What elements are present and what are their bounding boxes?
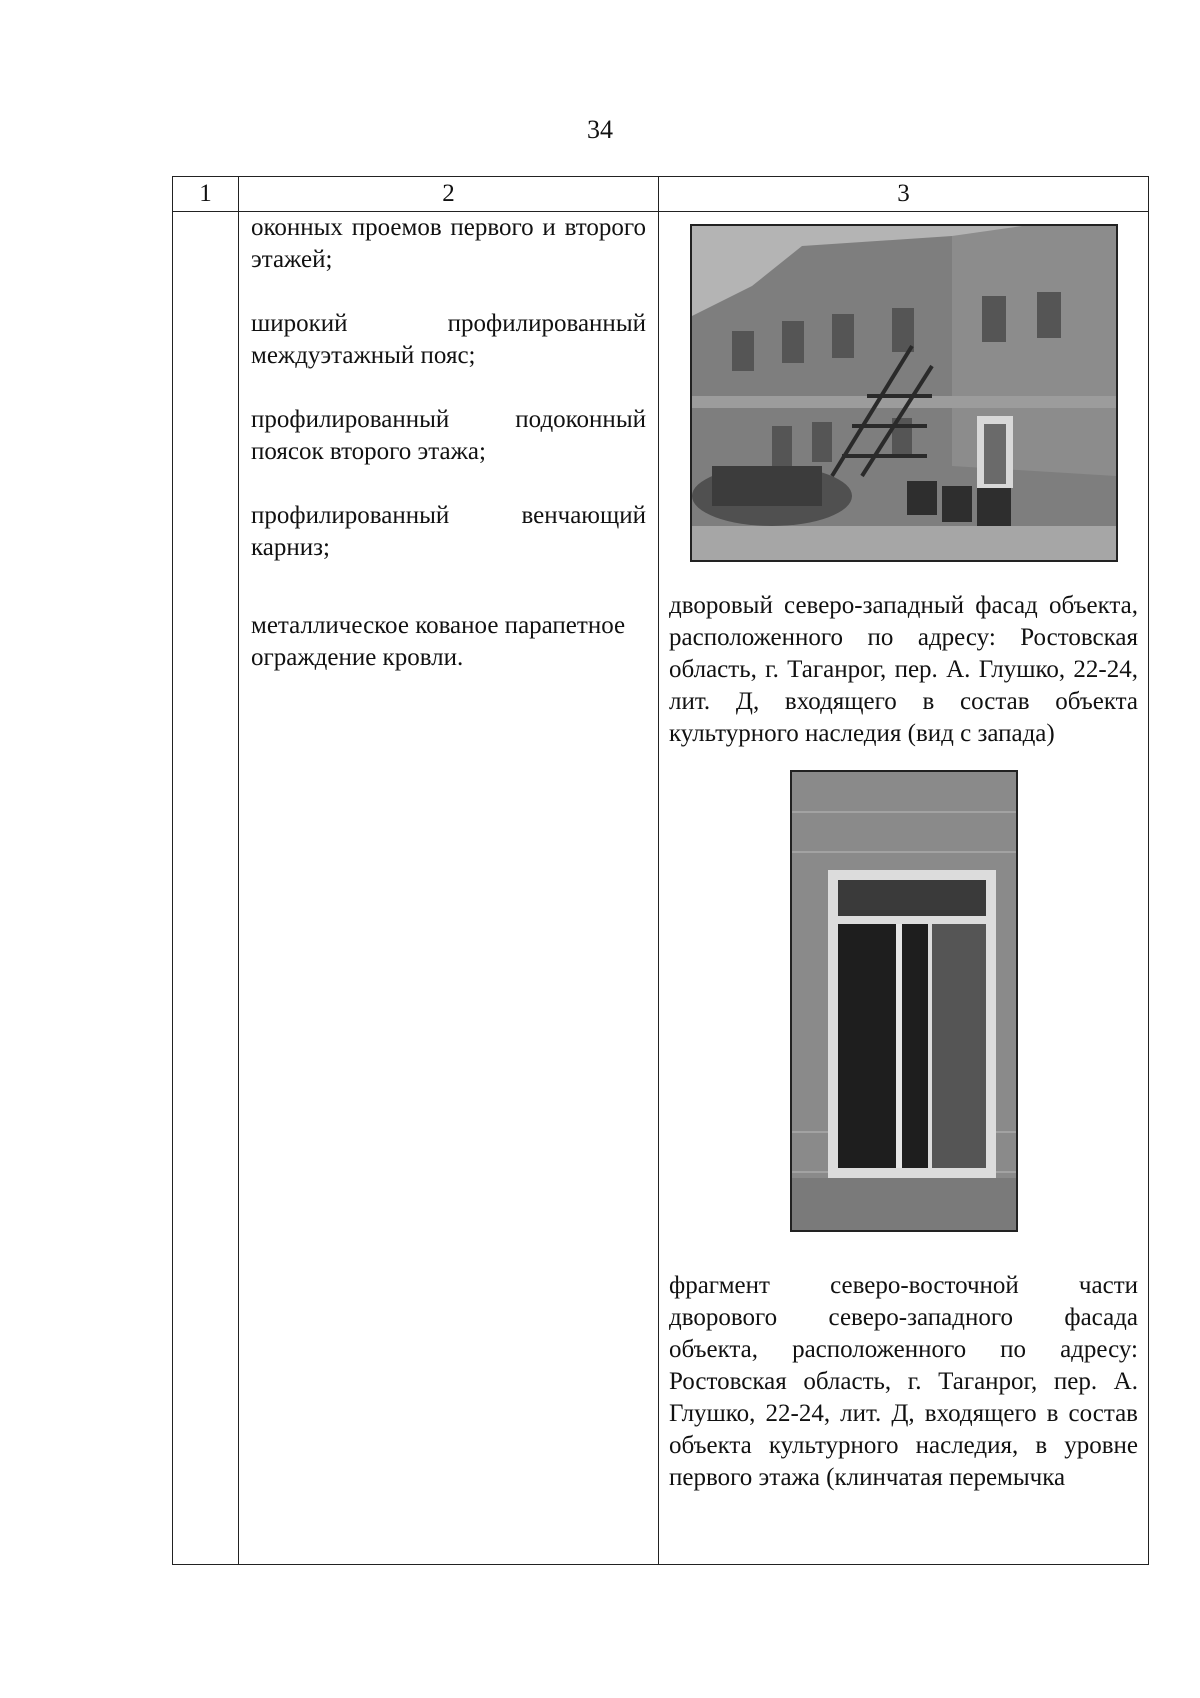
- table-header-row: [173, 177, 1149, 212]
- feature-item: оконных проемов первого и второго этажей;: [251, 214, 646, 273]
- header-cell-3: 3: [659, 177, 1149, 212]
- feature-item: профилированный венчающий карниз;: [251, 502, 646, 561]
- description-table: [172, 176, 1149, 1565]
- feature-item: металлическое кованое парапетное ограждение кровли.: [251, 612, 626, 671]
- facade-photo: [690, 224, 1118, 562]
- photo-caption: дворовый северо-западный фасад объекта, расположенного по адресу: Ростовская область, г. Таганрог, пер. А. Глушко, 22-24, лит. Д, входящего в состав объекта культурного наследия (вид с запада): [669, 592, 1138, 747]
- photo-caption: фрагмент северо-восточной части дворового северо-западного фасада объекта, расположенного по адресу: Ростовская область, г. Таганрог, пер. А. Глушко, 22-24, лит. Д, входящего в состав объекта культурного наследия, в уровне первого этажа (клинчатая перемычка: [669, 1272, 1138, 1491]
- number-cell: [173, 212, 239, 1565]
- photos-cell: [659, 212, 1149, 1565]
- header-cell-1: 1: [173, 177, 239, 212]
- table-row: [173, 212, 1149, 1565]
- page-number: 34: [587, 115, 613, 144]
- header-cell-2: 2: [239, 177, 659, 212]
- feature-item: широкий профилированный междуэтажный пояс;: [251, 310, 646, 369]
- window-photo: [790, 770, 1018, 1232]
- features-cell: [239, 212, 659, 1565]
- feature-item: профилированный подоконный поясок второго этажа;: [251, 406, 646, 465]
